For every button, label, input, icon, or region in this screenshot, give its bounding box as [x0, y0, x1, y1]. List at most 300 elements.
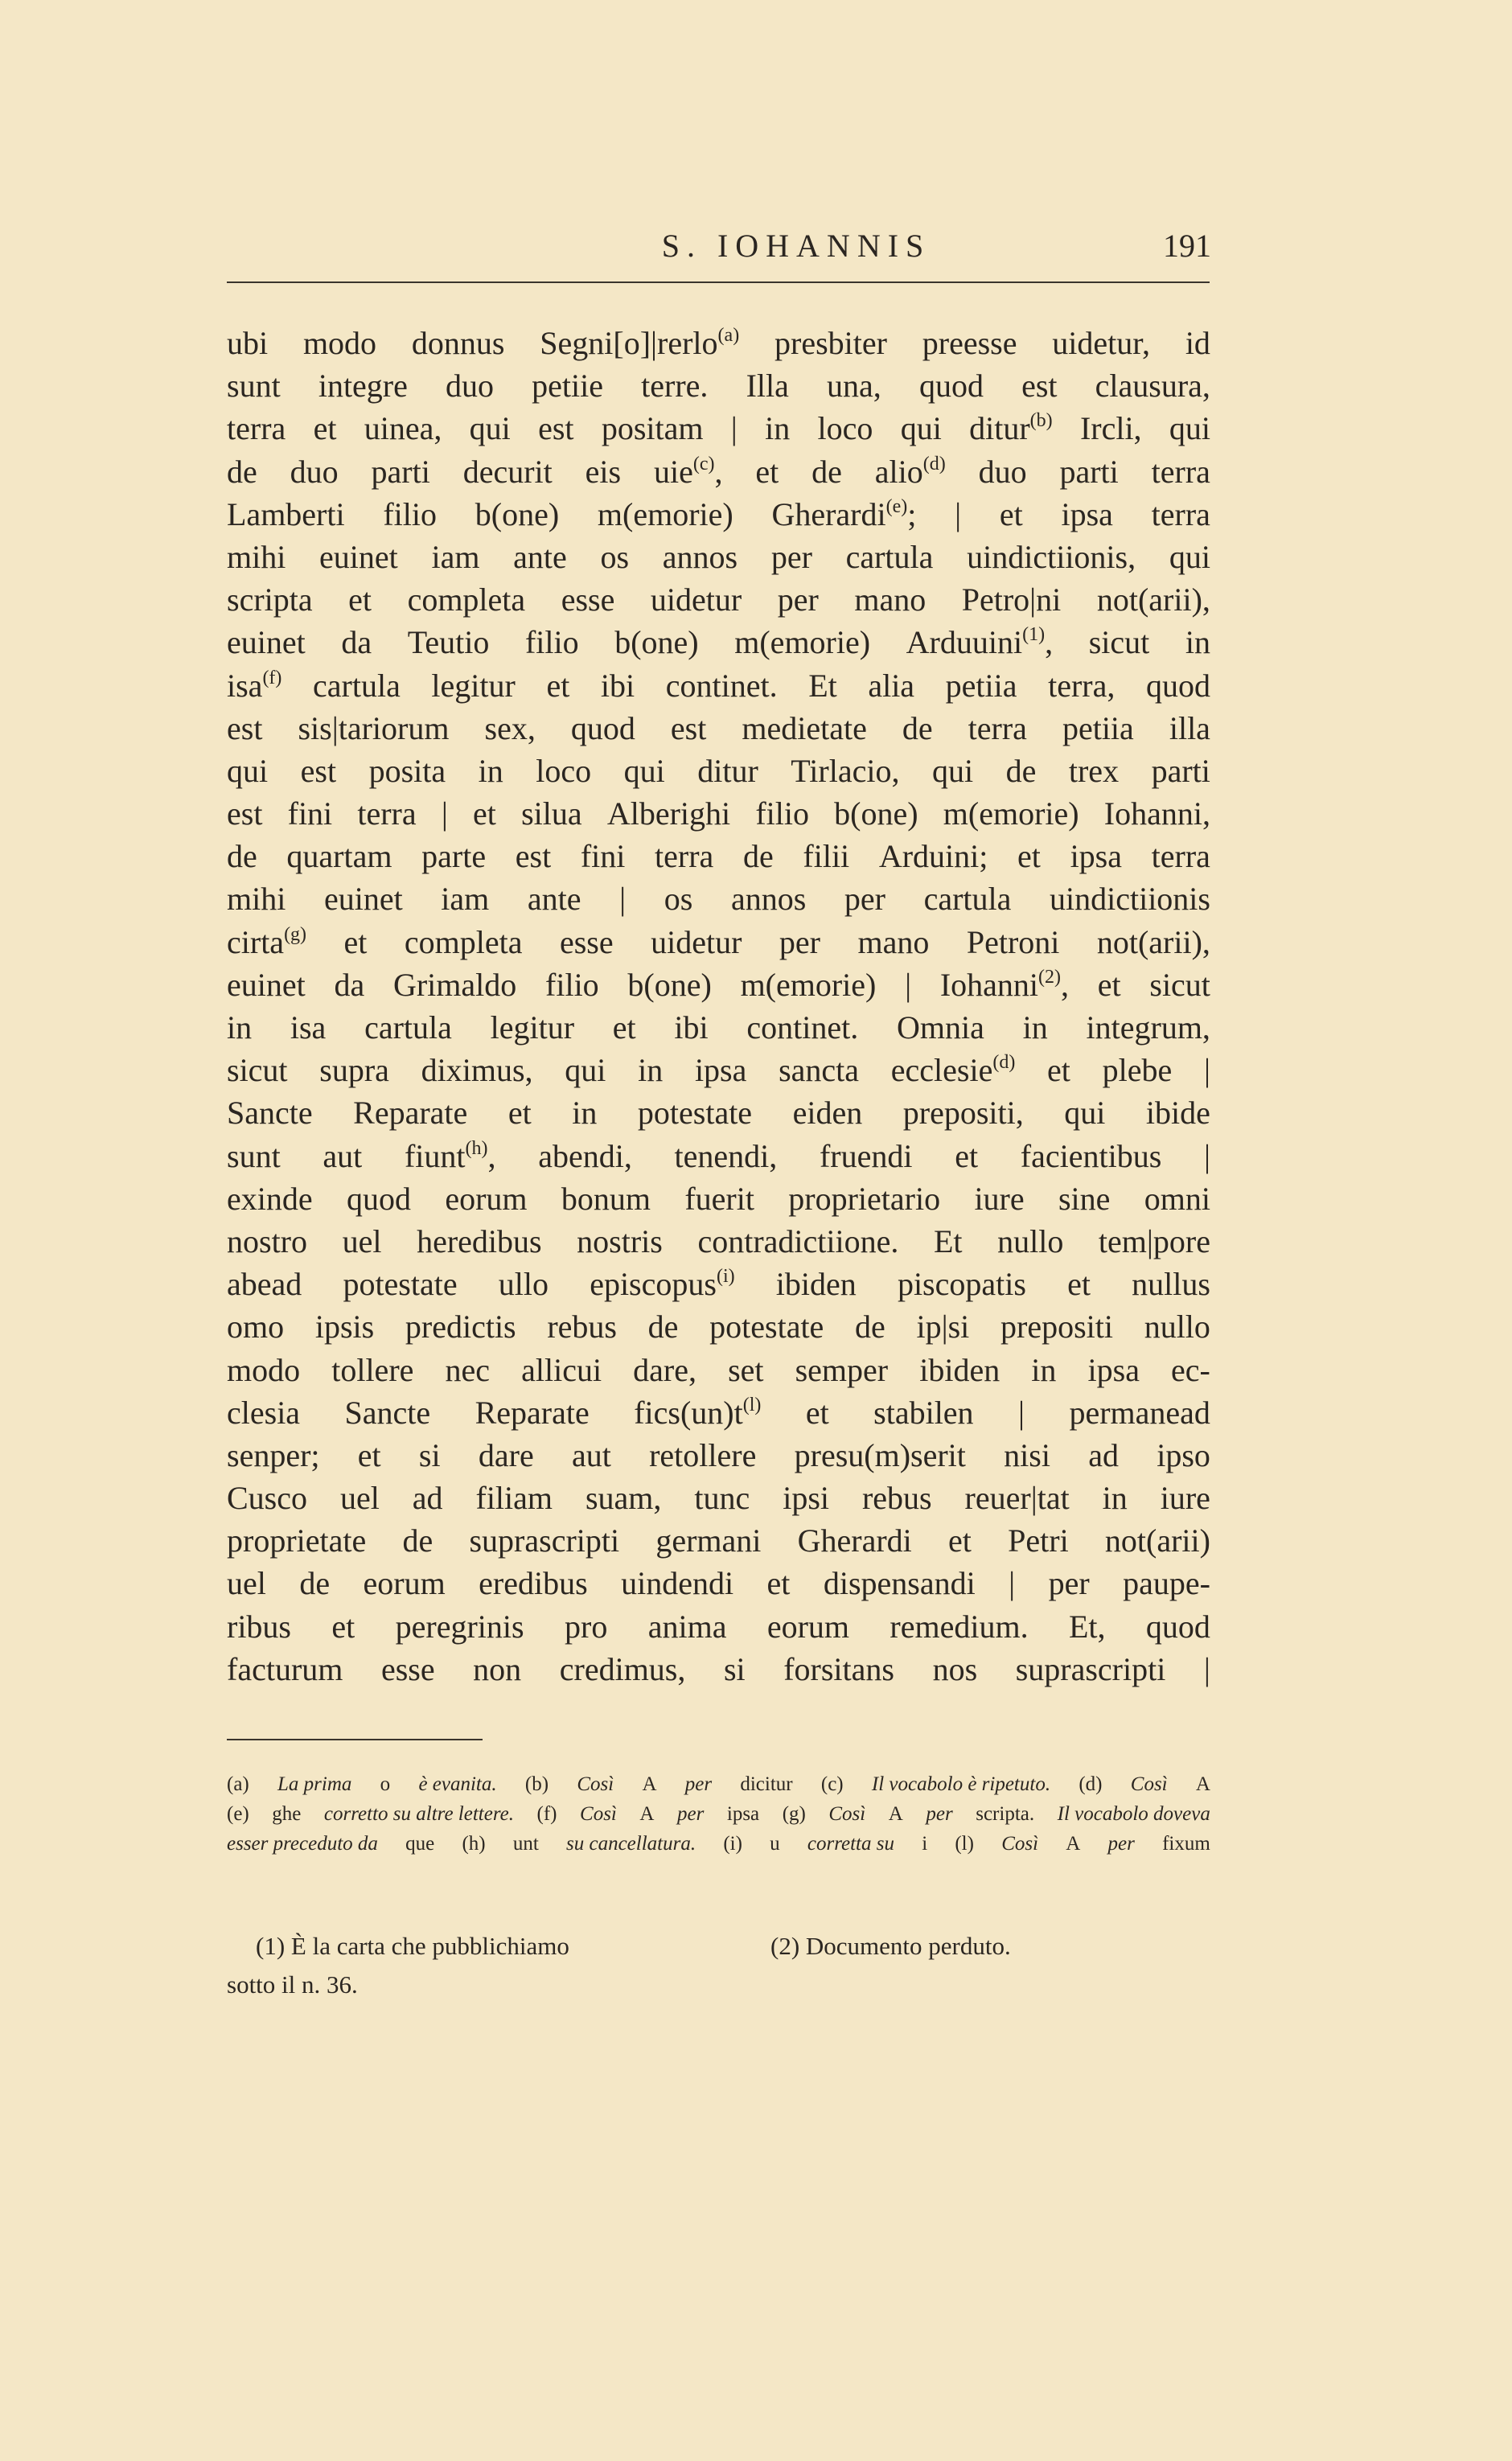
text-segment: suprascripti — [469, 1522, 620, 1559]
text-segment: pro — [565, 1608, 608, 1645]
text-segment: illa — [1169, 709, 1210, 746]
text-segment: isa — [227, 667, 263, 704]
text-segment: (g) — [782, 1803, 806, 1825]
text-segment: parte — [421, 838, 487, 875]
text-segment: sancta — [779, 1052, 860, 1089]
note-2-text: (2) Documento perduto. — [770, 1932, 1011, 1960]
text-segment: omni — [1144, 1180, 1210, 1217]
text-segment: id — [1185, 325, 1210, 361]
text-segment: clausura, — [1095, 368, 1210, 405]
text-segment: in — [765, 410, 791, 447]
text-segment: set — [728, 1351, 764, 1388]
text-segment: ipso — [1157, 1436, 1210, 1473]
text-segment: A — [642, 1773, 657, 1795]
text-segment: uel — [342, 1222, 382, 1259]
text-segment: per — [770, 538, 812, 575]
text-segment: est — [538, 410, 574, 447]
italic-segment: Così — [1001, 1833, 1039, 1855]
text-segment: qui — [623, 752, 665, 789]
text-segment: qui — [565, 1052, 606, 1089]
text-segment: semper — [795, 1351, 889, 1388]
text-segment: Sancte — [344, 1394, 431, 1431]
text-segment: da — [334, 966, 365, 1003]
text-segment: Et, — [1068, 1608, 1106, 1645]
text-segment: ec- — [1171, 1351, 1210, 1388]
text-segment: qui — [1169, 410, 1210, 447]
text-line — [227, 364, 1210, 407]
text-segment: presu(m)serit — [794, 1436, 966, 1473]
text-segment: b(one) — [627, 966, 712, 1003]
text-segment: | — [1009, 1565, 1016, 1602]
text-segment: b(one) — [614, 624, 699, 661]
word-with-marker — [875, 450, 946, 493]
word-with-marker — [590, 1263, 734, 1305]
text-segment: ante — [527, 881, 581, 918]
apparatus-line — [227, 1829, 1210, 1859]
text-segment: | — [1203, 1137, 1210, 1174]
text-segment: tollere — [331, 1351, 414, 1388]
note-1-text-continued: sotto il n. 36. — [227, 1970, 358, 1999]
italic-segment: corretta su — [807, 1833, 894, 1855]
text-segment: et — [955, 1137, 979, 1174]
text-segment: filio — [545, 966, 599, 1003]
text-segment: (e) — [227, 1803, 249, 1825]
word-with-marker — [634, 1391, 761, 1434]
text-segment: mano — [854, 581, 927, 618]
text-segment: et — [313, 410, 337, 447]
text-segment: retollere — [649, 1436, 757, 1473]
text-segment: iam — [431, 538, 480, 575]
text-segment: parti — [1059, 453, 1119, 490]
text-segment: et — [348, 581, 372, 618]
text-segment: et — [766, 1565, 791, 1602]
text-segment: sicut — [227, 1052, 288, 1089]
text-line — [227, 1648, 1210, 1691]
text-segment: per — [1048, 1565, 1090, 1602]
text-segment: Gherardi — [771, 495, 886, 532]
text-segment: ibide — [1145, 1095, 1210, 1132]
text-segment: in — [1031, 1351, 1057, 1388]
text-segment: dicitur — [740, 1773, 793, 1795]
footnote-marker: (d) — [922, 453, 946, 475]
text-line — [227, 1605, 1210, 1648]
text-segment: in — [478, 752, 503, 789]
text-segment: qui — [227, 752, 269, 789]
text-segment: (i) — [723, 1833, 742, 1855]
text-segment: et — [1067, 1266, 1091, 1303]
footnote-marker: (l) — [742, 1394, 762, 1415]
text-segment: Teutio — [407, 624, 490, 661]
text-segment: paupe- — [1123, 1565, 1210, 1602]
text-segment: (b) — [524, 1773, 549, 1795]
text-segment: Petri — [1008, 1522, 1069, 1559]
text-segment: u — [770, 1833, 780, 1855]
text-segment: qui — [1064, 1095, 1106, 1132]
text-segment: terra — [968, 709, 1027, 746]
text-segment: nullo — [1144, 1309, 1210, 1346]
text-segment: b(one) — [475, 495, 560, 532]
text-segment: per — [779, 923, 820, 960]
text-segment: parti — [1151, 752, 1210, 789]
footnote-marker: (f) — [262, 667, 282, 688]
text-segment: esse — [380, 1650, 435, 1687]
text-segment: Petro|ni — [961, 581, 1062, 618]
text-segment: m(emorie) — [943, 795, 1079, 832]
text-segment: posita — [368, 752, 446, 789]
text-segment: | — [619, 881, 627, 918]
text-segment: sicut — [1088, 624, 1150, 661]
text-segment: potestate — [709, 1309, 824, 1346]
text-segment: not(arii), — [1096, 923, 1210, 960]
text-segment: uindictiionis — [1049, 881, 1210, 918]
text-segment: stabilen — [873, 1394, 974, 1431]
text-line — [227, 1519, 1210, 1562]
text-segment: loco — [536, 752, 592, 789]
text-segment: , — [1045, 624, 1054, 661]
text-segment: duo — [290, 453, 339, 490]
text-segment: ipsa — [1087, 1351, 1140, 1388]
text-segment: in — [1185, 624, 1210, 661]
text-segment: (l) — [955, 1833, 974, 1855]
text-segment: dare, — [633, 1351, 696, 1388]
text-segment: forsitans — [783, 1650, 894, 1687]
text-segment: os — [664, 881, 693, 918]
text-segment: fics(un)t — [634, 1394, 743, 1431]
text-line — [227, 1177, 1210, 1220]
text-segment: o — [380, 1773, 391, 1795]
note-1 — [256, 1927, 569, 1966]
word-with-marker — [771, 493, 916, 536]
text-segment: ditur — [969, 410, 1030, 447]
text-segment: Iohanni, — [1103, 795, 1210, 832]
header-rule — [227, 281, 1210, 283]
text-segment: ipsis — [314, 1309, 375, 1346]
word-with-marker — [540, 322, 739, 364]
text-segment: petiie — [532, 368, 604, 405]
text-segment: loco — [817, 410, 873, 447]
text-segment: Tirlacio, — [791, 752, 900, 789]
text-segment: (c) — [820, 1773, 844, 1795]
text-segment: et — [612, 1009, 636, 1046]
text-segment: et — [999, 495, 1023, 532]
text-line — [227, 1006, 1210, 1049]
text-line — [227, 707, 1210, 750]
text-segment: completa — [404, 923, 523, 960]
text-segment: et — [755, 453, 779, 490]
text-segment: predictis — [405, 1309, 516, 1346]
text-segment: et — [331, 1608, 355, 1645]
text-segment: de — [402, 1522, 433, 1559]
text-segment: et — [1017, 838, 1041, 875]
word-with-marker — [654, 450, 723, 493]
text-segment: donnus — [411, 325, 505, 361]
text-line — [227, 621, 1210, 664]
note-1-text: (1) È la carta che pubblichiamo — [256, 1932, 569, 1960]
text-line — [227, 1349, 1210, 1391]
text-line — [227, 1049, 1210, 1091]
text-segment: euinet — [227, 966, 306, 1003]
italic-segment: per — [926, 1803, 953, 1825]
text-segment: germani — [655, 1522, 762, 1559]
text-segment: decurit — [462, 453, 553, 490]
italic-segment: Il vocabolo è ripetuto. — [871, 1773, 1051, 1795]
text-segment: iure — [1160, 1480, 1210, 1517]
text-segment: rebus — [861, 1480, 932, 1517]
text-segment: fixum — [1162, 1833, 1210, 1855]
text-segment: facturum — [227, 1650, 343, 1687]
text-line — [227, 1477, 1210, 1519]
text-segment: euinet — [323, 881, 403, 918]
text-segment: | — [955, 495, 962, 532]
text-segment: prepositi — [1000, 1309, 1113, 1346]
text-segment: sunt — [227, 1137, 281, 1174]
text-segment: ubi — [227, 325, 269, 361]
text-segment: iam — [441, 881, 490, 918]
text-segment: ad — [412, 1480, 443, 1517]
text-segment: ip|si — [916, 1309, 970, 1346]
text-segment: abendi, — [538, 1137, 632, 1174]
text-segment: , — [1061, 966, 1070, 1003]
text-segment: rebus — [547, 1309, 617, 1346]
text-segment: quod — [1145, 667, 1210, 704]
text-segment: terra — [1151, 495, 1210, 532]
text-segment: alio — [874, 453, 923, 490]
text-segment: et — [507, 1095, 532, 1132]
text-segment: in — [1102, 1480, 1128, 1517]
text-line — [227, 750, 1210, 792]
text-segment: cartula — [313, 667, 401, 704]
text-segment: prepositi, — [902, 1095, 1024, 1132]
text-segment: si — [418, 1436, 441, 1473]
text-segment: terra — [357, 795, 417, 832]
footnote-marker: (c) — [692, 453, 715, 475]
text-segment: qui — [900, 410, 942, 447]
text-segment: duo — [978, 453, 1027, 490]
text-segment: et — [343, 923, 368, 960]
footnote-marker: (e) — [885, 495, 908, 517]
text-segment: medietate — [742, 709, 867, 746]
text-segment: A — [1066, 1833, 1081, 1855]
text-segment: cirta — [227, 923, 285, 960]
note-1-continued — [227, 1966, 358, 2004]
footnote-marker: (b) — [1029, 410, 1053, 432]
text-segment: ante — [513, 538, 567, 575]
text-segment: non — [473, 1650, 522, 1687]
text-segment: tenendi, — [674, 1137, 778, 1174]
text-segment: euinet — [227, 624, 306, 661]
text-segment: Petroni — [966, 923, 1060, 960]
text-line — [227, 921, 1210, 963]
text-segment: terra — [1151, 838, 1210, 875]
text-segment: proprietario — [788, 1180, 941, 1217]
text-segment: mano — [857, 923, 930, 960]
text-segment: et — [1047, 1052, 1070, 1089]
text-segment: ibi — [600, 667, 635, 704]
italic-segment: su cancellatura. — [566, 1833, 696, 1855]
text-segment: est — [515, 838, 552, 875]
text-segment: que — [405, 1833, 435, 1855]
text-segment: ghe — [272, 1803, 302, 1825]
text-segment: uidetur — [650, 581, 742, 618]
text-segment: | — [1018, 1394, 1025, 1431]
text-segment: si — [723, 1650, 746, 1687]
text-segment: | — [1203, 1650, 1210, 1687]
text-segment: filio — [755, 795, 809, 832]
text-segment: plebe — [1102, 1052, 1173, 1089]
critical-apparatus — [227, 1769, 1210, 1859]
text-segment: senper; — [227, 1436, 320, 1473]
text-segment: dispensandi — [823, 1565, 976, 1602]
text-segment: ipsa — [1070, 838, 1122, 875]
text-segment: petiia — [945, 667, 1017, 704]
word-with-marker — [891, 1049, 1016, 1091]
text-segment: credimus, — [559, 1650, 686, 1687]
text-segment: scripta. — [976, 1803, 1035, 1825]
word-with-marker — [940, 963, 1069, 1006]
text-segment: filio — [383, 495, 438, 532]
text-segment: uidetur, — [1052, 325, 1150, 361]
footnote-marker: (1) — [1022, 624, 1046, 646]
text-segment: suam, — [585, 1480, 662, 1517]
text-segment: integrum, — [1086, 1009, 1210, 1046]
text-segment: Arduini; — [878, 838, 988, 875]
text-segment: aut — [571, 1436, 611, 1473]
text-segment: potestate — [343, 1266, 458, 1303]
text-segment: tunc — [694, 1480, 750, 1517]
text-segment: ibiden — [775, 1266, 857, 1303]
text-segment: eiden — [792, 1095, 863, 1132]
text-segment: ecclesie — [890, 1052, 993, 1089]
text-segment: et — [1097, 966, 1121, 1003]
text-segment: in — [1022, 1009, 1048, 1046]
text-segment: Et — [933, 1222, 963, 1259]
text-segment: abead — [227, 1266, 302, 1303]
text-segment: de — [299, 1565, 331, 1602]
text-segment: de — [647, 1309, 679, 1346]
text-segment: quod — [570, 709, 635, 746]
text-segment: mihi — [227, 538, 286, 575]
italic-segment: Così — [580, 1803, 617, 1825]
text-segment: bonum — [561, 1180, 651, 1217]
text-line — [227, 322, 1210, 364]
text-segment: diximus, — [421, 1052, 533, 1089]
text-segment: Alberighi — [606, 795, 731, 832]
text-segment: heredibus — [417, 1222, 542, 1259]
text-segment: uidetur — [651, 923, 742, 960]
text-segment: et — [473, 795, 496, 832]
text-segment: alia — [868, 667, 915, 704]
text-segment: scripta — [227, 581, 313, 618]
word-with-marker — [405, 1135, 496, 1177]
text-segment: piscopatis — [897, 1266, 1026, 1303]
text-segment: nec — [445, 1351, 490, 1388]
text-segment: Segni[o]|rerlo — [540, 325, 718, 361]
text-segment: esse — [559, 923, 614, 960]
text-segment: Reparate — [475, 1394, 590, 1431]
text-segment: est — [1021, 368, 1058, 405]
text-segment: parti — [371, 453, 430, 490]
text-line — [227, 664, 1210, 707]
text-segment: una, — [827, 368, 881, 405]
text-segment: allicui — [521, 1351, 602, 1388]
text-segment: esse — [561, 581, 615, 618]
page-number: 191 — [1163, 228, 1211, 264]
text-segment: filii — [803, 838, 850, 875]
text-segment: eredibus — [479, 1565, 588, 1602]
text-line — [227, 1135, 1210, 1177]
text-segment: remedium. — [890, 1608, 1029, 1645]
text-line — [227, 536, 1210, 578]
text-segment: (h) — [462, 1833, 486, 1855]
text-segment: facientibus — [1020, 1137, 1162, 1174]
text-segment: ipsa — [694, 1052, 747, 1089]
text-line — [227, 450, 1210, 493]
footnote-marker: (i) — [716, 1266, 735, 1288]
text-segment: de — [902, 709, 933, 746]
text-segment: cartula — [364, 1009, 452, 1046]
text-segment: episcopus — [590, 1266, 717, 1303]
text-segment: Reparate — [353, 1095, 468, 1132]
text-line — [227, 493, 1210, 536]
text-line — [227, 1091, 1210, 1134]
main-text — [227, 322, 1210, 1691]
text-segment: ipsa — [1061, 495, 1113, 532]
text-segment: A — [639, 1803, 655, 1825]
text-segment: , — [487, 1137, 496, 1174]
text-segment: per — [777, 581, 819, 618]
text-segment: legitur — [431, 667, 516, 704]
text-segment: aut — [323, 1137, 363, 1174]
text-segment: eorum — [363, 1565, 446, 1602]
text-line — [227, 1562, 1210, 1604]
text-segment: Omnia — [897, 1009, 984, 1046]
text-segment: annos — [730, 881, 807, 918]
text-segment: contradictiione. — [697, 1222, 899, 1259]
text-segment: nisi — [1004, 1436, 1050, 1473]
text-segment: est — [670, 709, 707, 746]
italic-segment: Così — [577, 1773, 614, 1795]
text-segment: fini — [580, 838, 626, 875]
text-segment: nostro — [227, 1222, 307, 1259]
text-segment: nullus — [1132, 1266, 1210, 1303]
text-segment: terra — [655, 838, 714, 875]
text-segment: uindendi — [621, 1565, 734, 1602]
text-line — [227, 1434, 1210, 1477]
text-segment: qui — [1169, 538, 1210, 575]
text-segment: nos — [932, 1650, 978, 1687]
text-segment: Grimaldo — [392, 966, 517, 1003]
text-segment: reuer|tat — [964, 1480, 1070, 1517]
text-segment: eis — [585, 453, 622, 490]
word-with-marker — [969, 407, 1053, 450]
text-segment: mihi — [227, 881, 286, 918]
text-segment: terra — [227, 410, 286, 447]
text-segment: i — [922, 1833, 928, 1855]
text-segment: ; — [907, 495, 917, 532]
text-segment: in — [227, 1009, 253, 1046]
text-segment: cartula — [845, 538, 934, 575]
text-segment: A — [888, 1803, 903, 1825]
text-segment: est — [227, 795, 263, 832]
text-segment: sunt — [227, 368, 281, 405]
text-segment: preesse — [922, 325, 1017, 361]
text-line — [227, 1220, 1210, 1263]
text-segment: unt — [512, 1833, 539, 1855]
text-segment: sine — [1058, 1180, 1111, 1217]
text-segment: de — [1005, 752, 1037, 789]
text-segment: positam — [601, 410, 704, 447]
text-segment: modo — [302, 325, 377, 361]
